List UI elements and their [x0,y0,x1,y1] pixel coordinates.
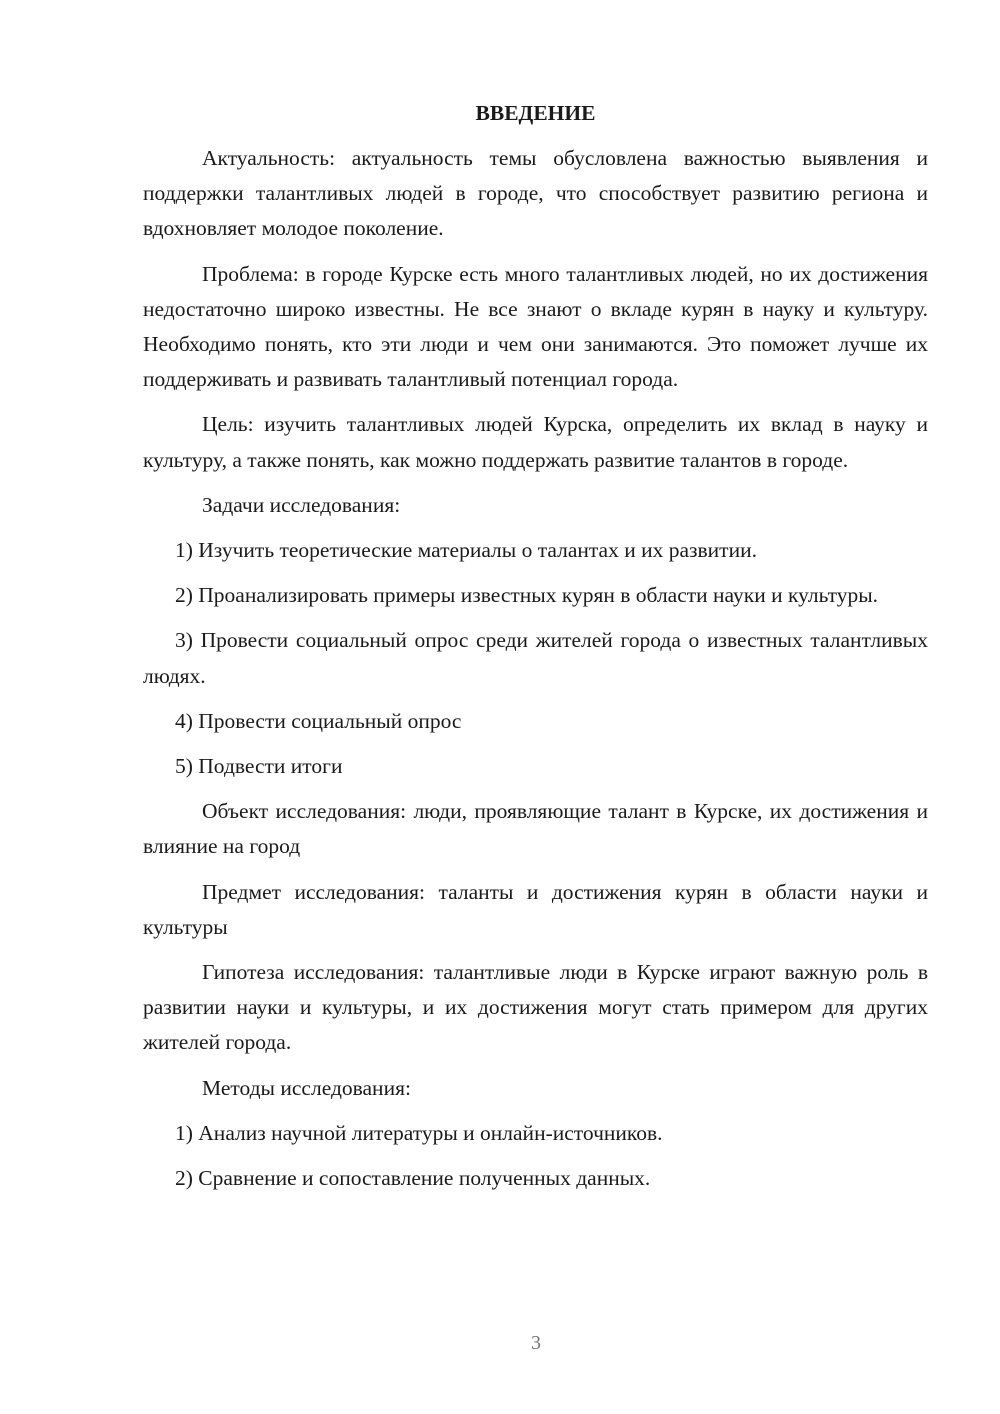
task-item-4: 4) Провести социальный опрос [175,708,462,733]
tasks-heading: Задачи исследования: [202,492,401,517]
method-item-1: 1) Анализ научной литературы и онлайн-источников. [175,1120,663,1145]
task-item-5: 5) Подвести итоги [175,754,343,779]
goal-paragraph: Цель: изучить талантливых людей Курска, определить их вклад в науку и культуру, а также понять, как можно поддержать развитие талантов в городе. [143,412,928,472]
object-paragraph: Объект исследования: люди, проявляющие талант в Курске, их достижения и влияние на город [143,799,928,859]
method-item-2: 2) Сравнение и сопоставление полученных данных. [175,1166,651,1191]
task-item-3: 3) Провести социальный опрос среди жителей города о известных талантливых людях. [143,628,928,688]
task-item-1: 1) Изучить теоретические материалы о талантах и их развитии. [175,538,757,563]
methods-heading: Методы исследования: [202,1075,411,1100]
problem-paragraph: Проблема: в городе Курске есть много талантливых людей, но их достижения недостаточно широко известны. Не все знают о вкладе курян в науку и культуру. Необходимо понять, кто эти люди и чем они занимаются. Это поможет лучше их поддерживать и развивать талантливый потенциал города. [143,261,928,392]
task-item-2: 2) Проанализировать примеры известных курян в области науки и культуры. [175,583,879,608]
page-content [143,96,928,1206]
hypothesis-paragraph: Гипотеза исследования: талантливые люди в Курске играют важную роль в развитии науки и культуры, и их достижения могут стать примером для других жителей города. [143,960,928,1055]
relevance-paragraph: Актуальность: актуальность темы обусловлена важностью выявления и поддержки талантливых людей в городе, что способствует развитию региона и вдохновляет молодое поколение. [143,146,928,241]
page-number: 3 [531,1332,541,1354]
section-title: ВВЕДЕНИЕ [475,101,596,125]
subject-paragraph: Предмет исследования: таланты и достижения курян в области науки и культуры [143,879,928,939]
